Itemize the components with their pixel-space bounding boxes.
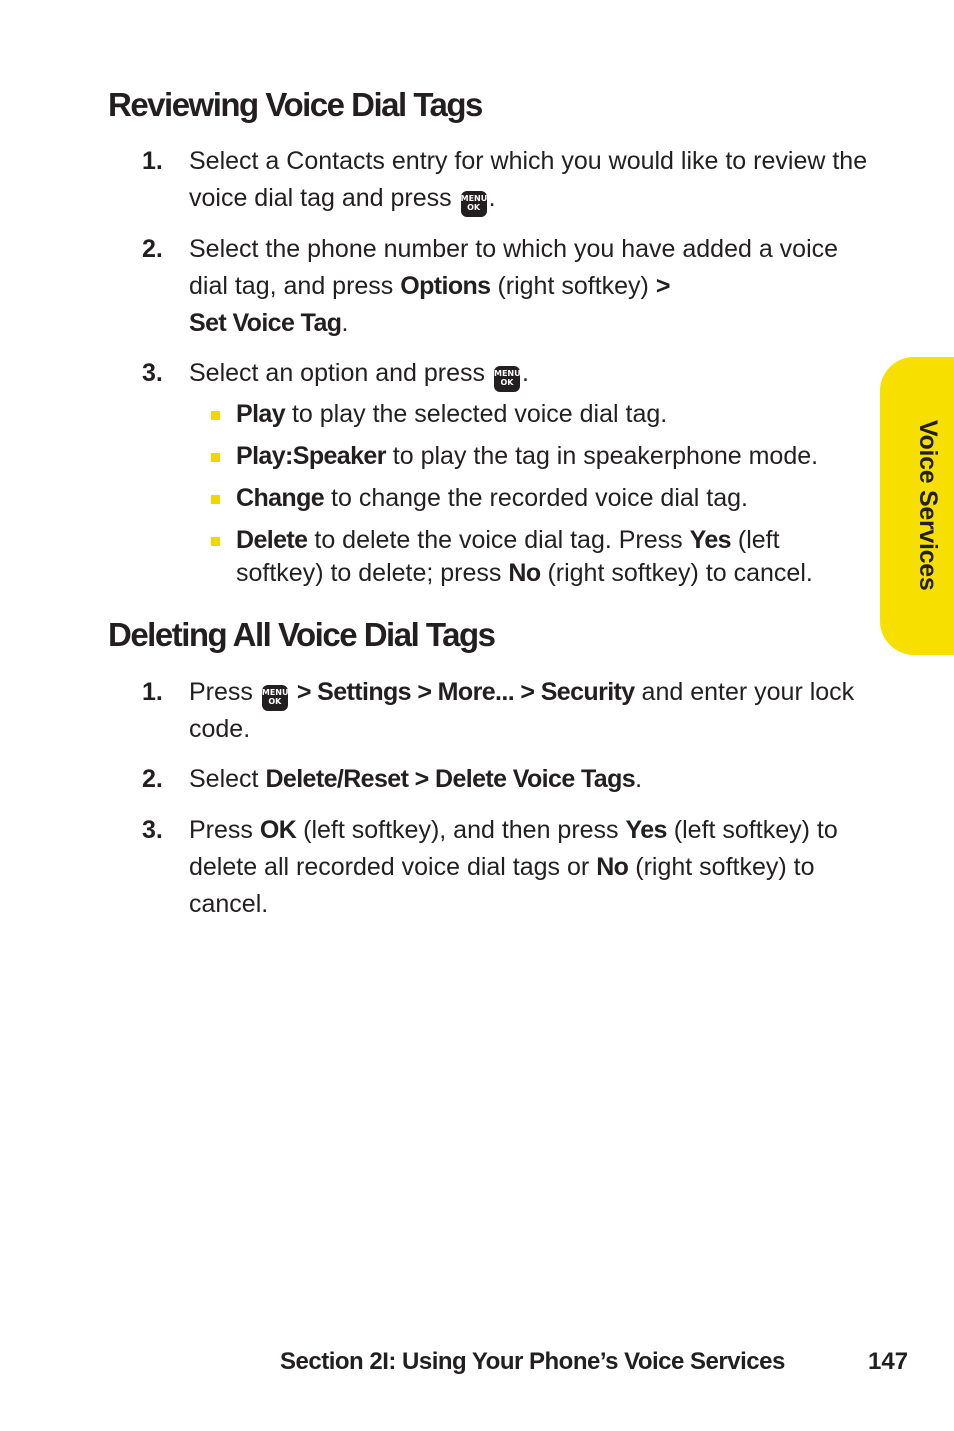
- menu-ok-key-icon: [494, 366, 520, 392]
- bullet-square-icon: [211, 537, 220, 546]
- option-text: to play the tag in speakerphone mode.: [392, 442, 819, 470]
- step-text: Select the phone number to which you have added a voice dial tag, and press: [189, 235, 839, 300]
- key-bottom-label: OK: [500, 378, 514, 387]
- step-text: Select an option and press: [189, 359, 486, 387]
- key-bottom-label: OK: [268, 697, 282, 706]
- step-text: (left softkey), and then press: [303, 816, 619, 844]
- key-bottom-label: OK: [467, 203, 481, 212]
- step-item: [142, 355, 872, 599]
- side-tab-label: Voice Services: [914, 420, 942, 591]
- step-text: (left softkey) to delete all recorded voice dial tags or: [189, 816, 838, 881]
- step-number: 2.: [142, 765, 163, 793]
- step-text: Select a Contacts entry for which you would like to review the voice dial tag and press: [189, 147, 868, 212]
- step-number: 3.: [142, 816, 163, 844]
- option-item: [189, 440, 872, 473]
- option-text: (left softkey) to delete; press: [236, 526, 780, 587]
- step-text: .: [635, 765, 643, 793]
- option-name: Play: [236, 400, 286, 428]
- bullet-square-icon: [211, 495, 220, 504]
- step-number: 2.: [142, 235, 163, 263]
- footer-section-title: Section 2I: Using Your Phone’s Voice Services: [280, 1348, 785, 1375]
- step-text: and enter your lock code.: [189, 678, 855, 743]
- option-name: Delete: [236, 526, 308, 554]
- menu-ok-key-icon: [262, 685, 288, 711]
- step-text: .: [522, 359, 529, 387]
- bullet-square-icon: [211, 411, 220, 420]
- step-text: .: [341, 309, 349, 337]
- step-number: 3.: [142, 359, 163, 387]
- option-text: to delete the voice dial tag. Press: [314, 526, 683, 554]
- step-text: Select: [189, 765, 259, 793]
- section-heading-deleting: Deleting All Voice Dial Tags: [108, 616, 495, 653]
- option-name: Yes: [689, 526, 731, 554]
- option-name: No: [508, 559, 541, 587]
- step-item: [142, 761, 872, 798]
- option-text: to play the selected voice dial tag.: [291, 400, 668, 428]
- key-top-label: MENU: [494, 369, 521, 378]
- menu-ok-key-icon: [461, 191, 487, 217]
- section-heading-reviewing: Reviewing Voice Dial Tags: [108, 86, 482, 123]
- bullet-square-icon: [211, 453, 220, 462]
- step-text: (right softkey) to cancel.: [189, 853, 815, 918]
- option-name: Yes: [625, 816, 667, 844]
- option-item: [189, 482, 872, 515]
- key-top-label: MENU: [261, 688, 289, 697]
- step-item: [142, 674, 872, 748]
- step-item: [142, 812, 872, 923]
- step-number: 1.: [142, 678, 163, 706]
- page-number: 147: [868, 1348, 909, 1375]
- option-name: Play:Speaker: [236, 442, 386, 470]
- option-item: [189, 524, 872, 590]
- step-text: Press: [189, 816, 253, 844]
- option-item: [189, 398, 872, 431]
- option-name: Options: [400, 272, 491, 300]
- step-text: (right softkey): [497, 272, 649, 300]
- step-text: .: [488, 184, 496, 212]
- option-name: Set Voice Tag: [189, 309, 342, 337]
- menu-path: > Settings > More... > Security: [296, 678, 635, 706]
- option-name: OK: [259, 816, 297, 844]
- key-top-label: MENU: [460, 194, 488, 203]
- step-text: Press: [189, 678, 253, 706]
- step-item: [142, 231, 872, 342]
- option-text: (right softkey) to cancel.: [547, 559, 813, 587]
- step-item: [142, 143, 872, 217]
- menu-path: Delete/Reset > Delete Voice Tags: [265, 765, 636, 793]
- option-text: to change the recorded voice dial tag.: [331, 484, 748, 512]
- step-number: 1.: [142, 147, 163, 175]
- option-name: Change: [236, 484, 325, 512]
- option-list: [189, 398, 872, 590]
- menu-separator: >: [655, 272, 670, 300]
- option-name: No: [596, 853, 629, 881]
